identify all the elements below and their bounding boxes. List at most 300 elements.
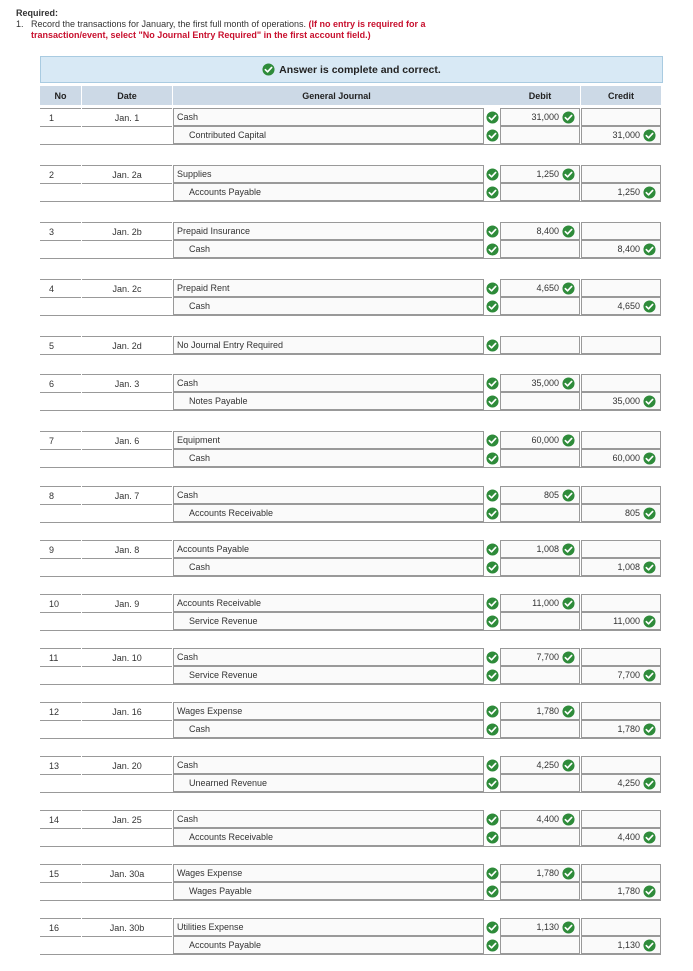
- header-date: Date: [82, 86, 172, 105]
- credit-amount-field[interactable]: [581, 108, 661, 126]
- entry-date-blank: [82, 449, 172, 467]
- entry-date-blank: [82, 297, 172, 315]
- debit-account-field[interactable]: [173, 222, 484, 240]
- credit-amount: 31,000: [612, 130, 640, 140]
- entry-number: 16: [40, 918, 81, 936]
- debit-account-name: Equipment: [177, 435, 221, 445]
- entry-number-blank: [40, 183, 81, 201]
- debit-amount: 31,000: [531, 112, 559, 122]
- credit-amount: 8,400: [617, 244, 640, 254]
- debit-amount-field[interactable]: [500, 666, 580, 684]
- debit-amount: 1,250: [536, 169, 559, 179]
- entry-number-blank: [40, 558, 81, 576]
- debit-account-name: Wages Expense: [177, 868, 243, 878]
- check-circle-icon: [562, 651, 575, 664]
- entry-number: 7: [40, 431, 81, 449]
- debit-account-name: Prepaid Rent: [177, 283, 230, 293]
- entry-number: 8: [40, 486, 81, 504]
- entry-number: 12: [40, 702, 81, 720]
- entry-date-blank: [82, 558, 172, 576]
- debit-amount-field[interactable]: [500, 336, 580, 354]
- check-circle-icon: [643, 243, 656, 256]
- entry-date-blank: [82, 666, 172, 684]
- debit-account-name: Supplies: [177, 169, 212, 179]
- debit-account-check: [484, 756, 500, 774]
- credit-account-name: Accounts Payable: [189, 187, 262, 197]
- check-circle-icon: [643, 129, 656, 142]
- debit-account-name: Cash: [177, 814, 199, 824]
- credit-amount-field[interactable]: [581, 297, 661, 315]
- debit-amount: 4,250: [536, 760, 559, 770]
- credit-amount-field[interactable]: [581, 431, 661, 449]
- debit-account-check: [484, 648, 500, 666]
- debit-account-field[interactable]: [173, 374, 484, 392]
- credit-account-name: Wages Payable: [189, 886, 252, 896]
- credit-amount-field[interactable]: [581, 374, 661, 392]
- debit-account-name: Cash: [177, 760, 199, 770]
- instruction-text: Record the transactions for January, the first full month of operations.: [31, 19, 306, 29]
- debit-account-field[interactable]: [173, 810, 484, 828]
- credit-account-name: Service Revenue: [189, 670, 258, 680]
- debit-amount-field[interactable]: [500, 828, 580, 846]
- debit-amount-field[interactable]: [500, 648, 580, 666]
- check-circle-icon: [643, 939, 656, 952]
- check-circle-icon: [562, 489, 575, 502]
- credit-account-field[interactable]: [173, 504, 484, 522]
- entry-date: Jan. 3: [82, 374, 172, 392]
- check-circle-icon: [643, 452, 656, 465]
- debit-amount: 4,400: [536, 814, 559, 824]
- debit-account-name: Accounts Receivable: [177, 598, 262, 608]
- entry-number: 6: [40, 374, 81, 392]
- credit-account-check: [484, 449, 500, 467]
- row-divider: [40, 576, 661, 577]
- entry-date: Jan. 2a: [82, 165, 172, 183]
- credit-account-field[interactable]: [173, 392, 484, 410]
- entry-date-blank: [82, 183, 172, 201]
- check-circle-icon: [562, 377, 575, 390]
- debit-amount-field[interactable]: [500, 936, 580, 954]
- check-circle-icon: [643, 885, 656, 898]
- credit-account-check: [484, 720, 500, 738]
- credit-account-field[interactable]: [173, 240, 484, 258]
- credit-account-check: [484, 666, 500, 684]
- check-circle-icon: [562, 705, 575, 718]
- credit-account-field[interactable]: [173, 936, 484, 954]
- debit-amount-field[interactable]: [500, 449, 580, 467]
- debit-account-field[interactable]: [173, 108, 484, 126]
- check-circle-icon: [643, 669, 656, 682]
- credit-amount: 805: [624, 508, 640, 518]
- check-circle-icon: [562, 225, 575, 238]
- row-divider: [40, 738, 661, 739]
- debit-amount-field[interactable]: [500, 108, 580, 126]
- debit-amount: 805: [543, 490, 559, 500]
- check-circle-icon: [643, 507, 656, 520]
- credit-amount-field[interactable]: [581, 486, 661, 504]
- row-divider: [40, 410, 661, 411]
- debit-account-check: [484, 702, 500, 720]
- check-circle-icon: [643, 723, 656, 736]
- credit-amount: 1,130: [617, 940, 640, 950]
- debit-account-field[interactable]: [173, 864, 484, 882]
- row-divider: [40, 315, 661, 316]
- check-circle-icon: [643, 615, 656, 628]
- entry-number-blank: [40, 774, 81, 792]
- debit-account-check: [484, 918, 500, 936]
- debit-account-name: Cash: [177, 112, 199, 122]
- credit-account-name: Accounts Payable: [189, 940, 262, 950]
- credit-account-field[interactable]: [173, 720, 484, 738]
- credit-amount-field[interactable]: [581, 936, 661, 954]
- credit-account-check: [484, 612, 500, 630]
- credit-amount: 35,000: [612, 396, 640, 406]
- entry-date: Jan. 25: [82, 810, 172, 828]
- entry-number: 9: [40, 540, 81, 558]
- credit-account-field[interactable]: [173, 612, 484, 630]
- entry-number: 4: [40, 279, 81, 297]
- debit-account-check: [484, 540, 500, 558]
- entry-number-blank: [40, 936, 81, 954]
- check-circle-icon: [562, 111, 575, 124]
- entry-date: Jan. 2b: [82, 222, 172, 240]
- check-circle-icon: [562, 921, 575, 934]
- debit-amount-field[interactable]: [500, 918, 580, 936]
- debit-account-check: [484, 222, 500, 240]
- debit-account-name: Prepaid Insurance: [177, 226, 251, 236]
- check-circle-icon: [643, 777, 656, 790]
- credit-account-field[interactable]: [173, 828, 484, 846]
- entry-date-blank: [82, 774, 172, 792]
- debit-account-check: [484, 810, 500, 828]
- debit-account-field[interactable]: [173, 648, 484, 666]
- debit-account-check: [484, 431, 500, 449]
- credit-account-check: [484, 882, 500, 900]
- credit-account-name: Notes Payable: [189, 396, 248, 406]
- entry-number-blank: [40, 240, 81, 258]
- debit-amount-field[interactable]: [500, 810, 580, 828]
- credit-account-check: [484, 183, 500, 201]
- debit-amount: 4,650: [536, 283, 559, 293]
- answer-status-text: Answer is complete and correct.: [279, 63, 441, 76]
- entry-date: Jan. 10: [82, 648, 172, 666]
- entry-date-blank: [82, 240, 172, 258]
- debit-amount-field[interactable]: [500, 486, 580, 504]
- credit-account-check: [484, 774, 500, 792]
- entry-number: 5: [40, 336, 81, 354]
- debit-account-check: [484, 108, 500, 126]
- check-circle-icon: [643, 186, 656, 199]
- credit-account-check: [484, 126, 500, 144]
- debit-amount: 1,008: [536, 544, 559, 554]
- entry-date: Jan. 30a: [82, 864, 172, 882]
- entry-date-blank: [82, 504, 172, 522]
- credit-amount: 1,008: [617, 562, 640, 572]
- entry-number-blank: [40, 612, 81, 630]
- debit-amount: 35,000: [531, 378, 559, 388]
- credit-account-name: Accounts Receivable: [189, 832, 274, 842]
- entry-number-blank: [40, 297, 81, 315]
- credit-account-name: Accounts Receivable: [189, 508, 274, 518]
- debit-account-check: [484, 336, 500, 354]
- entry-number: 14: [40, 810, 81, 828]
- row-divider: [40, 846, 661, 847]
- entry-date: Jan. 8: [82, 540, 172, 558]
- debit-amount-field[interactable]: [500, 594, 580, 612]
- row-divider: [40, 258, 661, 259]
- check-circle-icon: [562, 867, 575, 880]
- credit-amount-field[interactable]: [581, 882, 661, 900]
- credit-account-name: Service Revenue: [189, 616, 258, 626]
- debit-amount-field[interactable]: [500, 702, 580, 720]
- entry-date-blank: [82, 612, 172, 630]
- instruction-note-1: (If no entry is required for a: [308, 19, 426, 29]
- debit-account-field[interactable]: [173, 918, 484, 936]
- credit-amount: 4,250: [617, 778, 640, 788]
- debit-account-check: [484, 374, 500, 392]
- credit-amount-field[interactable]: [581, 666, 661, 684]
- row-divider: [40, 522, 661, 523]
- debit-account-field[interactable]: [173, 486, 484, 504]
- credit-amount-field[interactable]: [581, 864, 661, 882]
- debit-account-field[interactable]: [173, 279, 484, 297]
- credit-amount-field[interactable]: [581, 449, 661, 467]
- check-circle-icon: [643, 831, 656, 844]
- debit-amount-field[interactable]: [500, 864, 580, 882]
- credit-account-field[interactable]: [173, 774, 484, 792]
- credit-account-name: Cash: [189, 724, 211, 734]
- debit-amount-field[interactable]: [500, 392, 580, 410]
- debit-account-name: Cash: [177, 652, 199, 662]
- credit-account-check: [484, 392, 500, 410]
- credit-amount-field[interactable]: [581, 279, 661, 297]
- credit-amount-field[interactable]: [581, 165, 661, 183]
- credit-amount: 7,700: [617, 670, 640, 680]
- debit-account-field[interactable]: [173, 336, 484, 354]
- instruction-line: [16, 19, 426, 30]
- check-circle-icon: [262, 63, 275, 76]
- credit-amount-field[interactable]: [581, 504, 661, 522]
- credit-amount-field[interactable]: [581, 756, 661, 774]
- debit-account-field[interactable]: [173, 756, 484, 774]
- debit-amount-field[interactable]: [500, 504, 580, 522]
- debit-amount-field[interactable]: [500, 756, 580, 774]
- entry-date-blank: [82, 392, 172, 410]
- debit-account-name: Utilities Expense: [177, 922, 244, 932]
- credit-account-field[interactable]: [173, 449, 484, 467]
- debit-amount-field[interactable]: [500, 126, 580, 144]
- instruction-note-2: transaction/event, select "No Journal Entry Required" in the first account field.): [31, 30, 371, 40]
- credit-account-field[interactable]: [173, 297, 484, 315]
- debit-amount: 1,780: [536, 706, 559, 716]
- check-circle-icon: [562, 543, 575, 556]
- required-heading: Required:: [16, 8, 59, 18]
- row-divider: [40, 684, 661, 685]
- credit-account-check: [484, 828, 500, 846]
- entry-date: Jan. 6: [82, 431, 172, 449]
- debit-account-check: [484, 864, 500, 882]
- entry-number-blank: [40, 828, 81, 846]
- credit-amount-field[interactable]: [581, 240, 661, 258]
- entry-number: 15: [40, 864, 81, 882]
- debit-account-field[interactable]: [173, 702, 484, 720]
- credit-amount-field[interactable]: [581, 183, 661, 201]
- row-divider: [40, 354, 661, 355]
- row-divider: [40, 144, 661, 145]
- debit-account-name: Accounts Payable: [177, 544, 250, 554]
- debit-amount: 8,400: [536, 226, 559, 236]
- debit-amount: 1,780: [536, 868, 559, 878]
- debit-amount-field[interactable]: [500, 374, 580, 392]
- credit-amount: 4,400: [617, 832, 640, 842]
- credit-account-field[interactable]: [173, 558, 484, 576]
- debit-amount-field[interactable]: [500, 222, 580, 240]
- debit-account-field[interactable]: [173, 540, 484, 558]
- debit-amount-field[interactable]: [500, 183, 580, 201]
- debit-account-name: Wages Expense: [177, 706, 243, 716]
- entry-number-blank: [40, 720, 81, 738]
- credit-account-field[interactable]: [173, 126, 484, 144]
- credit-amount-field[interactable]: [581, 828, 661, 846]
- entry-number: 13: [40, 756, 81, 774]
- entry-number-blank: [40, 882, 81, 900]
- credit-account-name: Cash: [189, 301, 211, 311]
- debit-account-check: [484, 486, 500, 504]
- credit-amount-field[interactable]: [581, 918, 661, 936]
- entry-date-blank: [82, 882, 172, 900]
- credit-amount-field[interactable]: [581, 720, 661, 738]
- entry-number: 1: [40, 108, 81, 126]
- credit-amount: 60,000: [612, 453, 640, 463]
- credit-amount-field[interactable]: [581, 594, 661, 612]
- check-circle-icon: [643, 395, 656, 408]
- credit-amount-field[interactable]: [581, 222, 661, 240]
- entry-number-blank: [40, 449, 81, 467]
- credit-account-check: [484, 240, 500, 258]
- credit-account-name: Unearned Revenue: [189, 778, 268, 788]
- header-credit: Credit: [581, 86, 661, 105]
- debit-amount-field[interactable]: [500, 882, 580, 900]
- entry-date-blank: [82, 828, 172, 846]
- debit-account-field[interactable]: [173, 594, 484, 612]
- answer-status-banner: [40, 56, 663, 83]
- row-divider: [40, 630, 661, 631]
- credit-amount: 1,780: [617, 724, 640, 734]
- debit-amount-field[interactable]: [500, 240, 580, 258]
- entry-number-blank: [40, 666, 81, 684]
- credit-account-name: Cash: [189, 244, 211, 254]
- credit-amount-field[interactable]: [581, 648, 661, 666]
- entry-date-blank: [82, 936, 172, 954]
- credit-amount-field[interactable]: [581, 612, 661, 630]
- entry-number: 2: [40, 165, 81, 183]
- row-divider: [40, 792, 661, 793]
- debit-amount: 11,000: [532, 598, 559, 608]
- entry-number: 11: [40, 648, 81, 666]
- entry-date: Jan. 2d: [82, 336, 172, 354]
- check-circle-icon: [562, 282, 575, 295]
- debit-amount-field[interactable]: [500, 431, 580, 449]
- debit-amount: 60,000: [531, 435, 559, 445]
- row-divider: [40, 900, 661, 901]
- entry-number-blank: [40, 126, 81, 144]
- debit-amount-field[interactable]: [500, 540, 580, 558]
- debit-amount-field[interactable]: [500, 165, 580, 183]
- debit-amount: 7,700: [536, 652, 559, 662]
- credit-account-field[interactable]: [173, 183, 484, 201]
- credit-amount-field[interactable]: [581, 702, 661, 720]
- row-divider: [40, 467, 661, 468]
- debit-amount-field[interactable]: [500, 279, 580, 297]
- credit-account-field[interactable]: [173, 666, 484, 684]
- credit-amount-field[interactable]: [581, 540, 661, 558]
- credit-account-check: [484, 936, 500, 954]
- entry-number: 3: [40, 222, 81, 240]
- credit-account-check: [484, 558, 500, 576]
- credit-amount: 11,000: [613, 616, 640, 626]
- credit-amount-field[interactable]: [581, 810, 661, 828]
- entry-number: 10: [40, 594, 81, 612]
- credit-amount-field[interactable]: [581, 126, 661, 144]
- debit-account-name: Cash: [177, 378, 199, 388]
- header-general-journal: General Journal: [173, 86, 500, 105]
- credit-amount-field[interactable]: [581, 392, 661, 410]
- credit-amount-field[interactable]: [581, 336, 661, 354]
- check-circle-icon: [562, 759, 575, 772]
- debit-amount: 1,130: [536, 922, 559, 932]
- entry-date: Jan. 7: [82, 486, 172, 504]
- check-circle-icon: [643, 300, 656, 313]
- debit-account-check: [484, 165, 500, 183]
- debit-amount-field[interactable]: [500, 774, 580, 792]
- debit-account-check: [484, 279, 500, 297]
- debit-account-name: Cash: [177, 490, 199, 500]
- debit-amount-field[interactable]: [500, 297, 580, 315]
- entry-date-blank: [82, 720, 172, 738]
- debit-amount-field[interactable]: [500, 720, 580, 738]
- check-circle-icon: [643, 561, 656, 574]
- credit-account-check: [484, 297, 500, 315]
- credit-amount-field[interactable]: [581, 774, 661, 792]
- debit-amount-field[interactable]: [500, 558, 580, 576]
- entry-date: Jan. 2c: [82, 279, 172, 297]
- credit-account-name: Contributed Capital: [189, 130, 267, 140]
- debit-account-name: No Journal Entry Required: [177, 340, 284, 350]
- debit-amount-field[interactable]: [500, 612, 580, 630]
- credit-account-check: [484, 504, 500, 522]
- entry-date: Jan. 30b: [82, 918, 172, 936]
- credit-amount: 1,250: [617, 187, 640, 197]
- credit-account-name: Cash: [189, 453, 211, 463]
- check-circle-icon: [562, 597, 575, 610]
- required-section: [16, 8, 426, 41]
- credit-amount: 1,780: [617, 886, 640, 896]
- debit-account-field[interactable]: [173, 165, 484, 183]
- check-circle-icon: [562, 168, 575, 181]
- debit-account-field[interactable]: [173, 431, 484, 449]
- entry-number-blank: [40, 504, 81, 522]
- row-divider: [40, 954, 661, 955]
- credit-account-field[interactable]: [173, 882, 484, 900]
- entry-number-blank: [40, 392, 81, 410]
- row-divider: [40, 201, 661, 202]
- entry-date: Jan. 9: [82, 594, 172, 612]
- credit-amount-field[interactable]: [581, 558, 661, 576]
- debit-account-check: [484, 594, 500, 612]
- header-debit: Debit: [500, 86, 580, 105]
- check-circle-icon: [562, 434, 575, 447]
- entry-date-blank: [82, 126, 172, 144]
